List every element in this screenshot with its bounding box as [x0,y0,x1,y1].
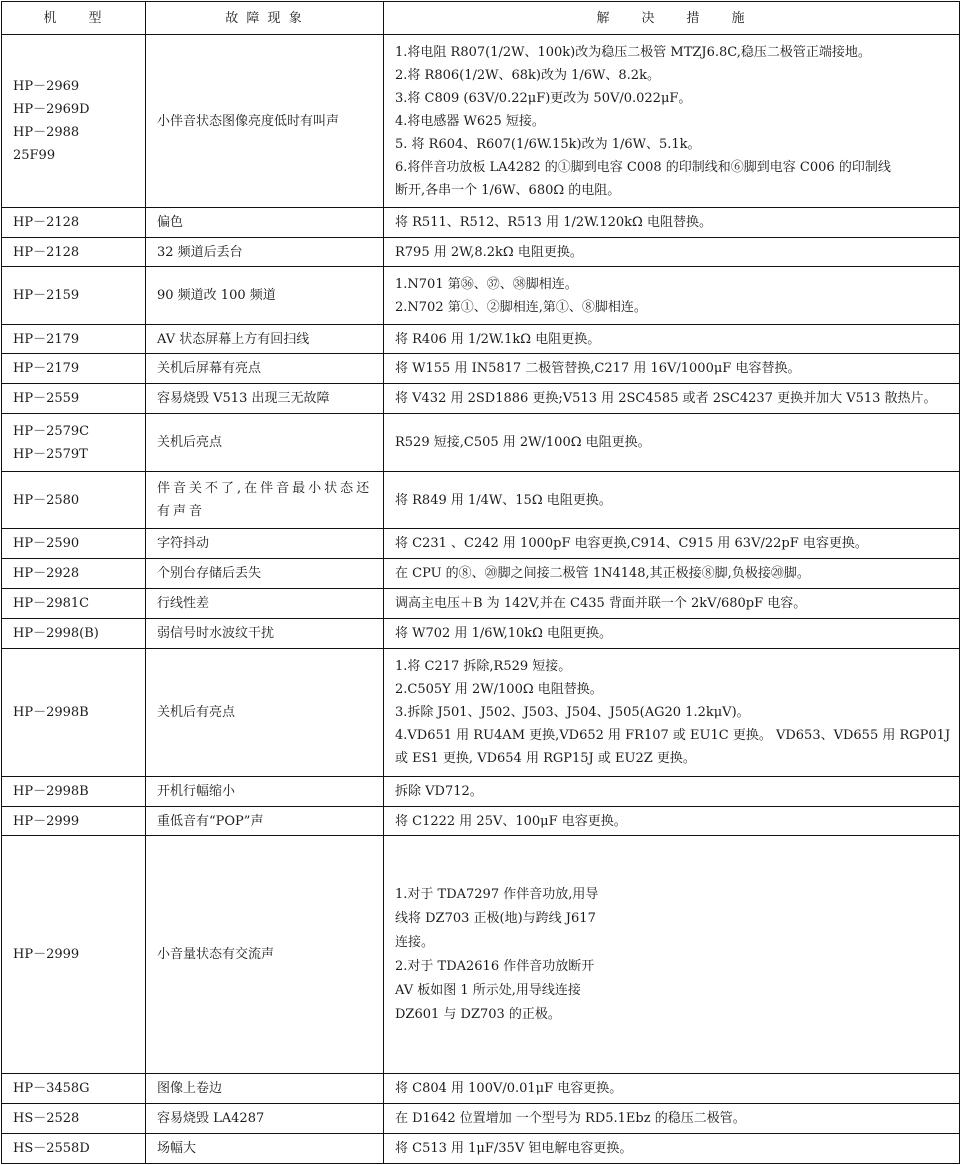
cell-model [2,238,146,267]
symptom-text: 关机后有亮点 [157,705,236,720]
table-row [2,208,960,238]
solution-step: 1.N701 第㊱、㊲、㊳脚相连。 [395,276,578,292]
solution-step: 将 C1222 用 25V、100μF 电容更换。 [395,813,627,829]
table-row [2,589,960,619]
cell-symptom [146,619,384,649]
table-row [2,267,960,325]
cell-solution [384,472,960,529]
model-number: HP－2128 [13,244,80,260]
table-row [2,619,960,649]
solution-step: 将 R511、R512、R513 用 1/2W.120kΩ 电阻替换。 [395,215,712,230]
table-row [2,384,960,414]
cell-solution [384,1104,960,1134]
cell-symptom [146,267,384,325]
model-number: HS－2528 [13,1111,80,1126]
solution-step: 在 CPU 的⑧、⑳脚之间接二极管 1N4148,其正极接⑧脚,负极接⑳脚。 [395,566,810,581]
cell-solution [384,649,960,777]
symptom-text: 行线性差 [157,596,210,611]
symptom-text: AV 状态屏幕上方有回扫线 [157,331,310,347]
solution-step: R529 短接,C505 用 2W/100Ω 电阻更换。 [395,435,651,450]
cell-solution [384,619,960,649]
cell-solution [384,354,960,384]
solution-step: 线将 DZ703 正极(地)与跨线 J617 [395,910,596,926]
model-number: HP－2590 [13,536,80,551]
cell-symptom [146,384,384,414]
model-number: HP－2559 [13,391,80,406]
cell-solution [384,238,960,267]
solution-step: 将 C513 用 1μF/35V 钽电解电容更换。 [395,1141,633,1156]
cell-symptom [146,559,384,589]
symptom-text: 图像上卷边 [157,1081,223,1096]
model-number: HP－2969 [13,79,80,94]
symptom-text: 关机后亮点 [157,435,223,450]
table-row [2,325,960,354]
cell-solution [384,208,960,238]
table-row [2,1134,960,1164]
solution-step: 将 W155 用 IN5817 二极管替换,C217 用 16V/1000μF 电容替换。 [395,361,801,376]
solution-step: 将 W702 用 1/6W,10kΩ 电阻更换。 [395,626,613,641]
cell-model [2,384,146,414]
cell-symptom [146,777,384,807]
solution-step: 将 C231 、C242 用 1000pF 电容更换,C914、C915 用 63V/22pF 电容更换。 [395,536,868,551]
solution-step: DZ601 与 DZ703 的正极。 [395,1006,561,1022]
symptom-text: 开机行幅缩小 [157,784,236,799]
table-row [2,529,960,559]
table-header-row [2,2,960,35]
symptom-text: 32 频道后丢台 [157,244,243,260]
cell-model [2,649,146,777]
cell-model [2,1104,146,1134]
symptom-text: 重低音有“POP”声 [157,813,264,829]
cell-solution [384,807,960,836]
cell-model [2,267,146,325]
column-header-model: 机 型 [2,2,146,35]
cell-model [2,354,146,384]
symptom-text: 90 频道改 100 频道 [157,288,276,303]
cell-model [2,208,146,238]
solution-step: 3.拆除 J501、J502、J503、J504、J505(AG20 1.2kμV)。 [395,705,750,720]
fault-repair-table [1,1,960,1164]
solution-step: 6.将伴音功放板 LA4282 的①脚到电容 C008 的印制线和⑥脚到电容 C006 的印制线 [395,159,891,175]
cell-solution [384,267,960,325]
cell-solution [384,1074,960,1104]
symptom-text: 场幅大 [157,1141,197,1156]
cell-symptom [146,649,384,777]
solution-step: 4.将电感器 W625 短接。 [395,113,545,129]
cell-solution [384,414,960,472]
model-number: 25F99 [13,148,56,163]
symptom-text: 容易烧毁 LA4287 [157,1111,265,1126]
model-number: HP－2179 [13,361,80,376]
model-number: HP－2981C [13,596,90,611]
cell-symptom [146,529,384,559]
cell-solution [384,589,960,619]
symptom-text: 小音量状态有交流声 [157,947,275,962]
model-number: HP－2998B [13,705,89,720]
table-row [2,472,960,529]
solution-step: 2.N702 第①、②脚相连,第①、⑧脚相连。 [395,299,647,315]
cell-model [2,836,146,1074]
cell-solution [384,35,960,208]
solution-step: 连接。 [395,934,435,950]
symptom-text: 字符抖动 [157,536,210,551]
model-number: HP－2969D [13,102,90,117]
model-number: HS－2558D [13,1141,90,1156]
model-number: HP－2579T [13,446,88,462]
table-row [2,559,960,589]
solution-step: 将 C804 用 100V/0.01μF 电容更换。 [395,1081,623,1096]
cell-solution [384,777,960,807]
cell-model [2,1134,146,1164]
cell-model [2,619,146,649]
cell-model [2,325,146,354]
solution-step: 或 ES1 更换, VD654 用 RGP15J 或 EU2Z 更换。 [395,751,696,766]
cell-symptom [146,35,384,208]
symptom-text: 弱信号时水波纹干扰 [157,626,275,641]
table-row [2,649,960,777]
table-body [2,35,960,1164]
solution-step: 将 V432 用 2SD1886 更换;V513 用 2SC4585 或者 2SC4237 更换并加大 V513 散热片。 [395,391,937,406]
table-row [2,1104,960,1134]
table-row [2,777,960,807]
symptom-text: 偏色 [157,215,184,230]
model-number: HP－2579C [13,423,90,439]
solution-step: 断开,各串一个 1/6W、680Ω 的电阻。 [395,182,621,198]
solution-step: 拆除 VD712。 [395,784,483,799]
cell-symptom [146,325,384,354]
model-number: HP－2998(B) [13,626,99,641]
solution-step: 2.将 R806(1/2W、68k)改为 1/6W、8.2k。 [395,67,660,83]
model-number: HP－3458G [13,1081,90,1096]
solution-step: 2.C505Y 用 2W/100Ω 电阻替换。 [395,682,603,697]
solution-step: 在 D1642 位置增加 一个型号为 RD5.1Ebz 的稳压二极管。 [395,1111,746,1126]
column-header-symptom: 故 障 现 象 [146,2,384,35]
cell-symptom [146,836,384,1074]
cell-symptom [146,589,384,619]
model-number: HP－2580 [13,492,80,508]
table-row [2,414,960,472]
cell-symptom [146,354,384,384]
symptom-text: 关机后屏幕有亮点 [157,361,262,376]
cell-symptom [146,1134,384,1164]
cell-symptom [146,1074,384,1104]
solution-step: 调高主电压＋B 为 142V,并在 C435 背面并联一个 2kV/680pF 电容。 [395,596,807,611]
table-row [2,354,960,384]
model-number: HP－2988 [13,125,80,140]
cell-model [2,807,146,836]
model-number: HP－2999 [13,813,80,829]
table-row [2,807,960,836]
table-row [2,836,960,1074]
solution-step: R795 用 2W,8.2kΩ 电阻更换。 [395,244,583,260]
solution-step: 将 R849 用 1/4W、15Ω 电阻更换。 [395,492,612,508]
cell-symptom [146,414,384,472]
table-row [2,238,960,267]
cell-model [2,472,146,529]
solution-step: 5. 将 R604、R607(1/6W.15k)改为 1/6W、5.1k。 [395,136,701,152]
solution-step: 1.对于 TDA7297 作伴音功放,用导 [395,886,599,902]
cell-model [2,559,146,589]
cell-solution [384,836,960,1074]
cell-model [2,589,146,619]
solution-step: AV 板如图 1 所示处,用导线连接 [395,982,581,998]
cell-solution [384,1134,960,1164]
solution-step: 3.将 C809 (63V/0.22μF)更改为 50V/0.022μF。 [395,90,692,106]
cell-symptom [146,1104,384,1134]
cell-model [2,777,146,807]
cell-solution [384,384,960,414]
table-row [2,35,960,208]
column-header-solution: 解 决 措 施 [384,2,960,35]
symptom-text: 小伴音状态图像亮度低时有叫声 [157,113,340,129]
cell-symptom [146,807,384,836]
model-number: HP－2179 [13,331,80,347]
model-number: HP－2159 [13,288,80,303]
model-number: HP－2998B [13,784,89,799]
symptom-text: 容易烧毁 V513 出现三无故障 [157,391,330,406]
table-row [2,1074,960,1104]
cell-model [2,529,146,559]
cell-model [2,1074,146,1104]
cell-symptom [146,208,384,238]
symptom-text-line: 伴音关不了,在伴音最小状态还 [157,481,373,496]
model-number: HP－2928 [13,566,80,581]
symptom-text: 个别台存储后丢失 [157,566,262,581]
solution-step: 2.对于 TDA2616 作伴音功放断开 [395,958,595,974]
solution-step: 4.VD651 用 RU4AM 更换,VD652 用 FR107 或 EU1C 更换。 VD653、VD655 用 RGP01J [395,728,951,743]
cell-model [2,414,146,472]
cell-symptom [146,238,384,267]
cell-symptom [146,472,384,529]
model-number: HP－2128 [13,215,80,230]
cell-solution [384,325,960,354]
solution-step: 1.将电阻 R807(1/2W、100k)改为稳压二极管 MTZJ6.8C,稳压二极管正端接地。 [395,44,871,60]
solution-step: 将 R406 用 1/2W.1kΩ 电阻更换。 [395,331,601,347]
symptom-text-line: 有声音 [157,504,206,519]
cell-solution [384,529,960,559]
solution-step: 1.将 C217 拆除,R529 短接。 [395,659,572,674]
model-number: HP－2999 [13,947,80,962]
cell-model [2,35,146,208]
cell-solution [384,559,960,589]
